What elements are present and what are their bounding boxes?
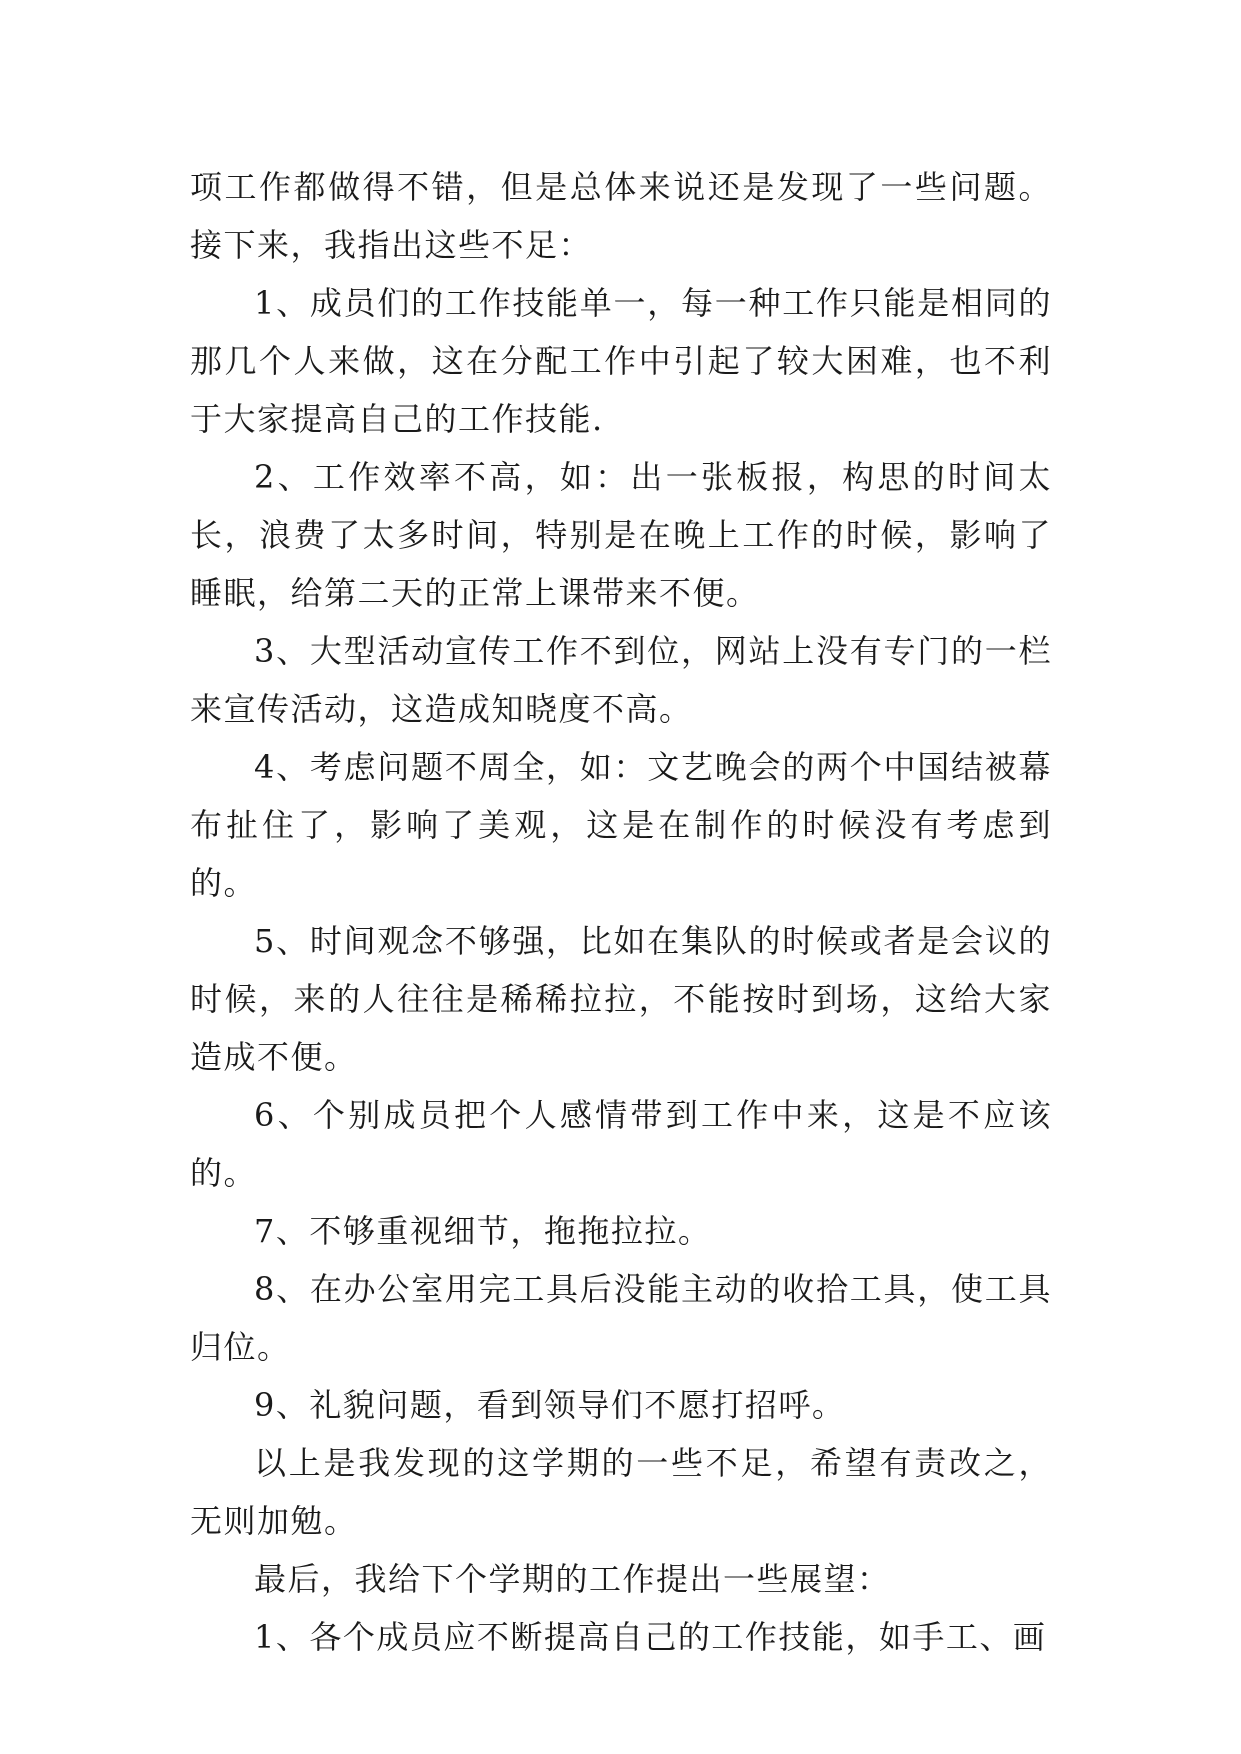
paragraph-outlook-intro: 最后，我给下个学期的工作提出一些展望： [254, 1560, 891, 1598]
paragraph-intro: 项工作都做得不错，但是总体来说还是发现了一些问题。接下来，我指出这些不足： [190, 168, 1052, 264]
document-body [190, 158, 1052, 1666]
paragraph-item-4: 4、考虑问题不周全，如：文艺晚会的两个中国结被幕布扯住了，影响了美观，这是在制作的时候没有考虑到的。 [190, 748, 1052, 902]
paragraph-item-6: 6、个别成员把个人感情带到工作中来，这是不应该的。 [190, 1096, 1052, 1192]
paragraph-item-2: 2、工作效率不高，如：出一张板报，构思的时间太长，浪费了太多时间，特别是在晚上工作的时候，影响了睡眠，给第二天的正常上课带来不便。 [190, 458, 1052, 612]
paragraph-item-9: 9、礼貌问题，看到领导们不愿打招呼。 [254, 1386, 846, 1424]
paragraph-item-3: 3、大型活动宣传工作不到位，网站上没有专门的一栏来宣传活动，这造成知晓度不高。 [190, 632, 1052, 728]
paragraph-summary: 以上是我发现的这学期的一些不足，希望有责改之，无则加勉。 [190, 1444, 1052, 1540]
paragraph-item-8: 8、在办公室用完工具后没能主动的收拾工具，使工具归位。 [190, 1270, 1052, 1366]
paragraph-item-1: 1、成员们的工作技能单一，每一种工作只能是相同的那几个人来做，这在分配工作中引起了较大困难，也不利于大家提高自己的工作技能. [190, 284, 1052, 438]
paragraph-item-7: 7、不够重视细节，拖拖拉拉。 [254, 1212, 712, 1250]
paragraph-item-5: 5、时间观念不够强，比如在集队的时候或者是会议的时候，来的人往往是稀稀拉拉，不能按时到场，这给大家造成不便。 [190, 922, 1052, 1076]
paragraph-outlook-item-1: 1、各个成员应不断提高自己的工作技能，如手工、画 [254, 1618, 1047, 1656]
